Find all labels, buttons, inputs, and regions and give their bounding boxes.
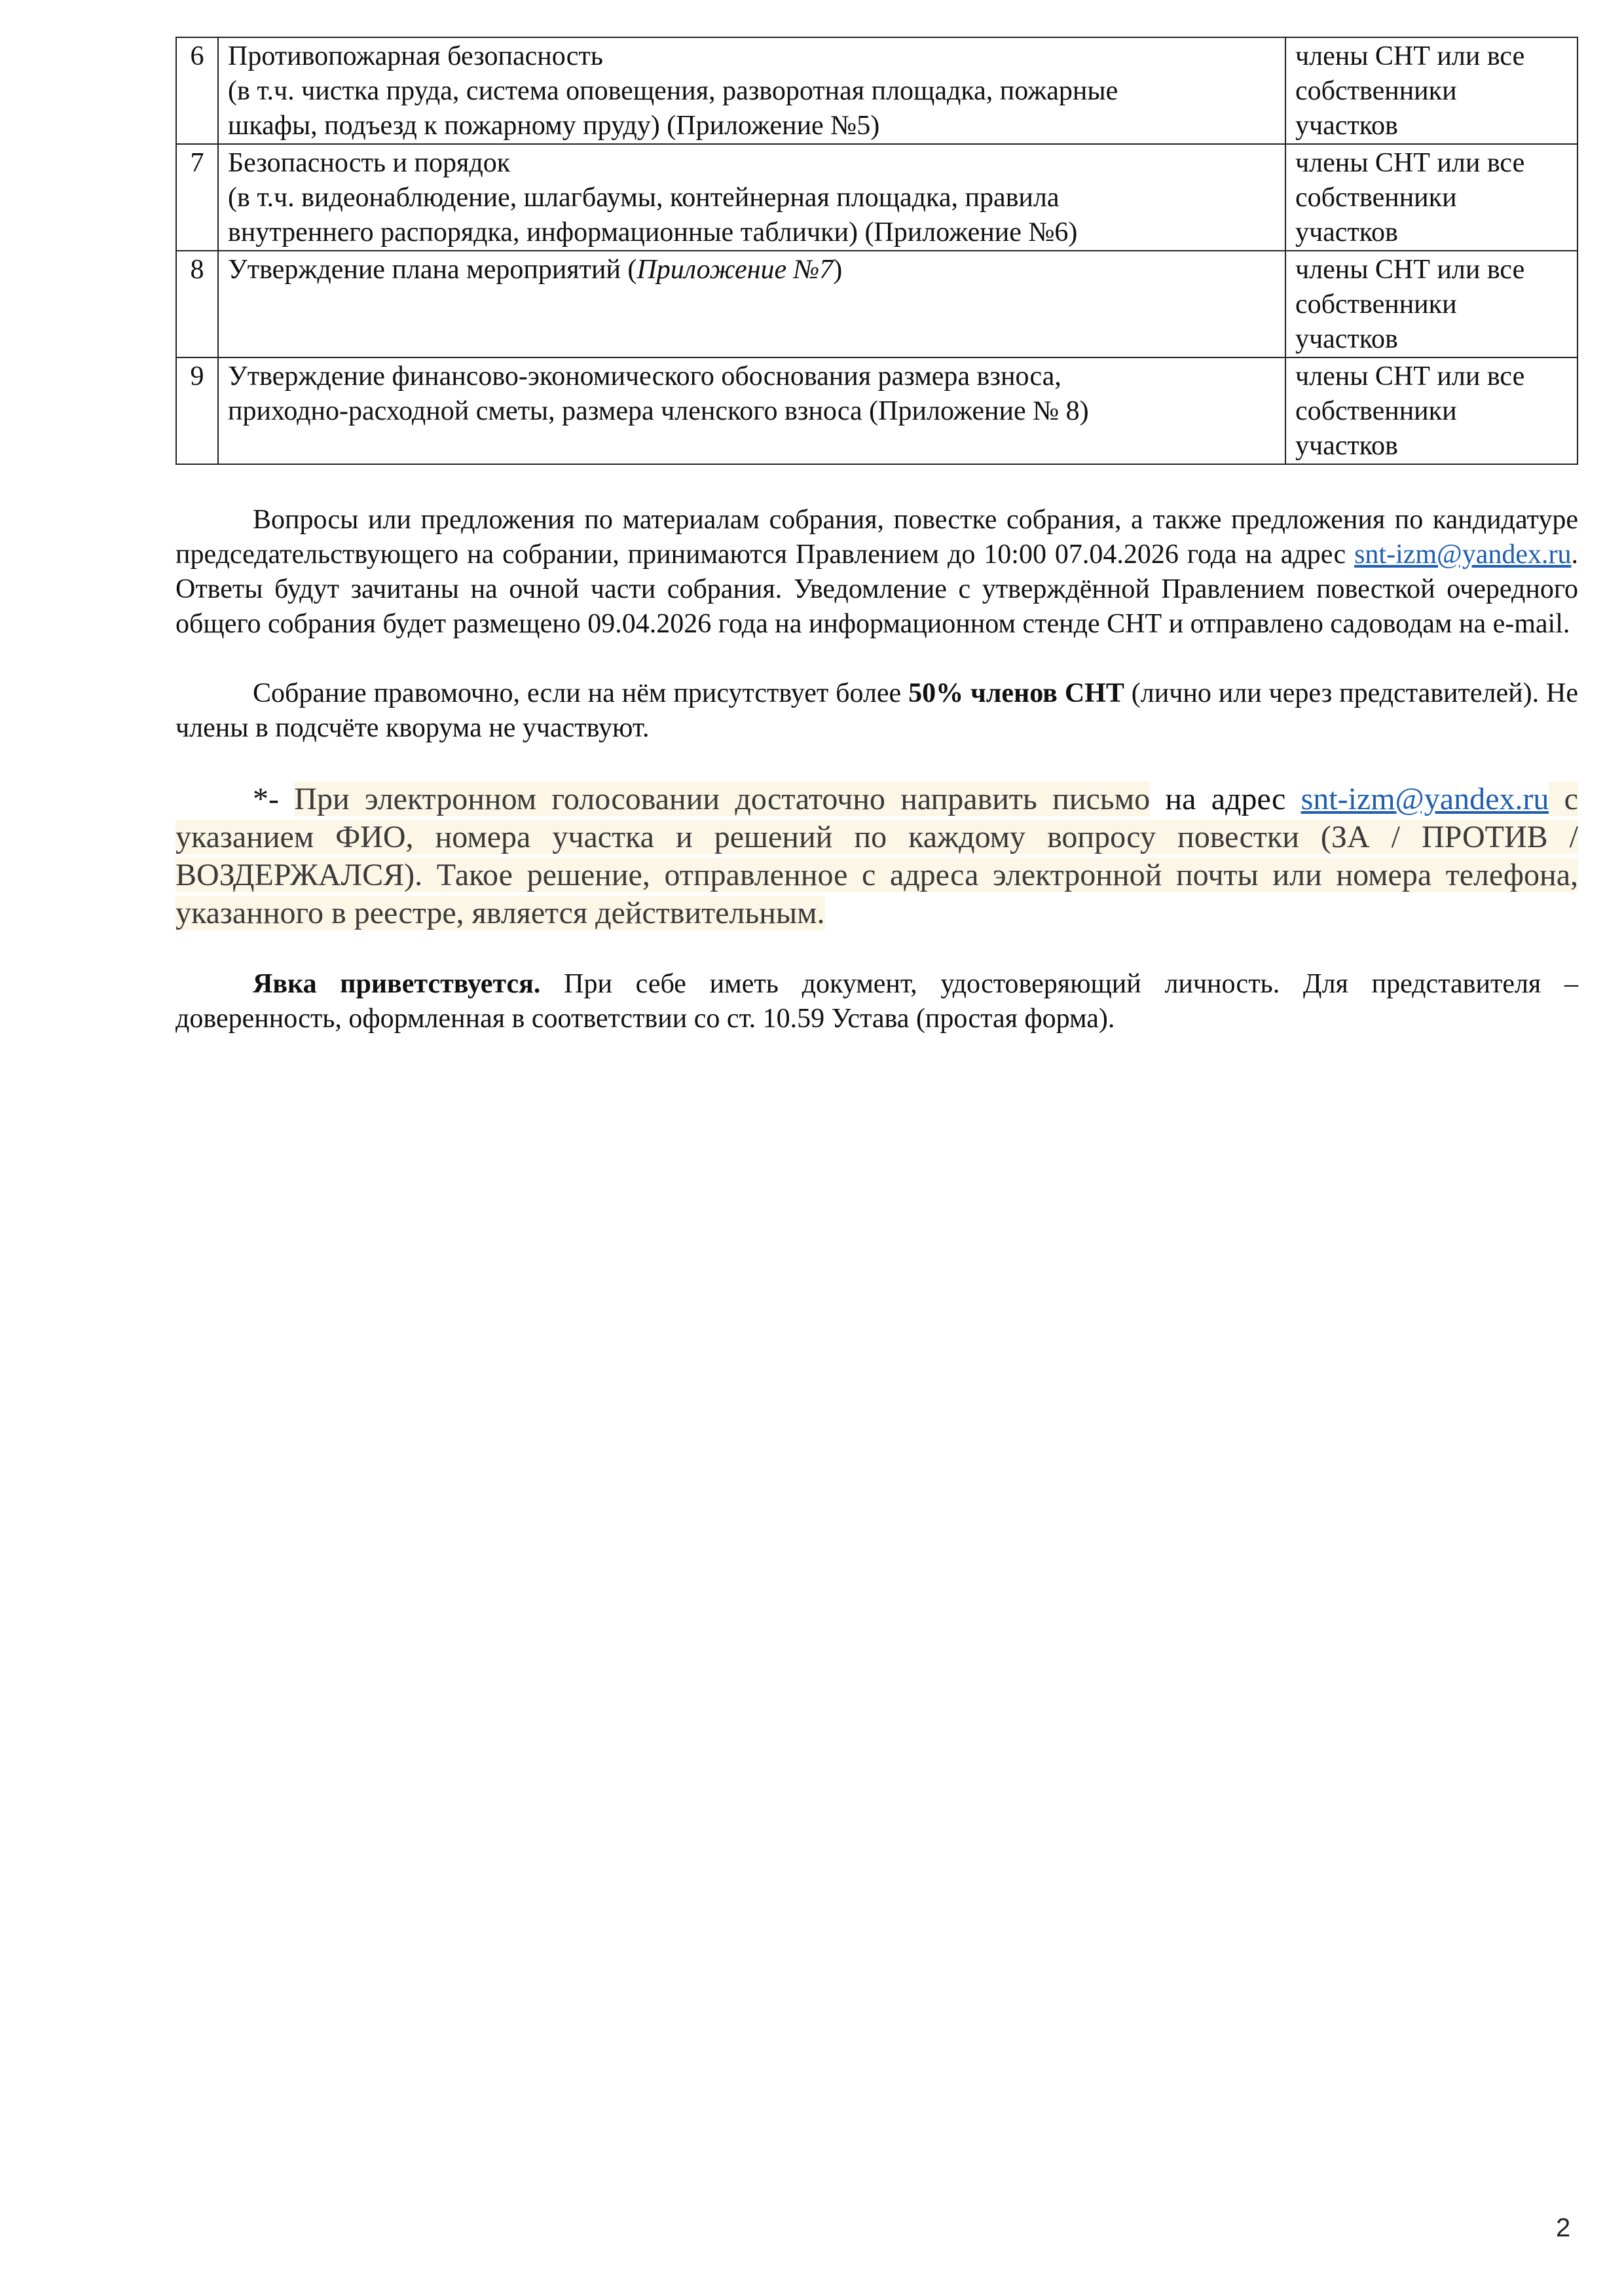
agenda-table: [175, 37, 1578, 465]
item-voters: [1285, 251, 1578, 357]
item-number: 7: [176, 144, 218, 251]
quorum-text-end: (лично или через представителей). Не члены в подсчёте кворума не участвуют.: [175, 678, 1579, 743]
email-link[interactable]: snt-izm@yandex.ru: [1301, 782, 1549, 816]
electronic-voting-address-label: на адрес: [1150, 782, 1301, 816]
item-detail-line: (в т.ч. чистка пруда, система оповещения, разворотная площадка, пожарные: [228, 76, 1118, 106]
item-description: [218, 37, 1285, 144]
voters-line: участков: [1295, 324, 1398, 354]
questions-text-end: . Ответы будут зачитаны на очной части собрания. Уведомление с утверждённой Правлением повесткой очередного общего собрания будет размещено 09.04.2026 года на информационном стенде СНТ и отправлено садоводам на e-mail.: [175, 539, 1578, 639]
quorum-text: Собрание правомочно, если на нём присутствует более: [253, 678, 909, 708]
voters-line: собственники: [1295, 76, 1457, 106]
table-row: [176, 357, 1578, 464]
item-detail-line: приходно-расходной сметы, размера членского взноса (Приложение № 8): [228, 396, 1089, 426]
voters-line: участков: [1295, 431, 1398, 461]
footnote-marker: *-: [253, 782, 295, 816]
item-description: [218, 357, 1285, 464]
voters-line: члены СНТ или все: [1295, 361, 1525, 392]
table-row: [176, 37, 1578, 144]
voters-line: члены СНТ или все: [1295, 148, 1525, 178]
voters-line: собственники: [1295, 289, 1457, 319]
item-title-appendix: Приложение №7: [637, 255, 834, 285]
item-number: 6: [176, 37, 218, 144]
voters-line: члены СНТ или все: [1295, 255, 1525, 285]
item-detail-line: (в т.ч. видеонаблюдение, шлагбаумы, контейнерная площадка, правила: [228, 183, 1060, 213]
quorum-paragraph: [175, 676, 1578, 746]
voters-line: собственники: [1295, 183, 1457, 213]
item-title-text: Утверждение плана мероприятий (: [228, 255, 637, 285]
page-number: 2: [1556, 2214, 1571, 2242]
item-title: [228, 253, 1278, 287]
voters-line: собственники: [1295, 396, 1457, 426]
questions-text: Вопросы или предложения по материалам собрания, повестке собрания, а также предложения по кандидатуре председательствующего на собрании, принимаются Правлением до 10:00 07.04.2026 года на адрес: [175, 505, 1578, 570]
voters-line: участков: [1295, 111, 1398, 141]
item-detail-line: внутреннего распорядка, информационные таблички) (Приложение №6): [228, 217, 1078, 247]
item-detail-line: шкафы, подъезд к пожарному пруду) (Приложение №5): [228, 111, 880, 141]
item-description: [218, 144, 1285, 251]
document-page: [175, 37, 1578, 1036]
item-description: [218, 251, 1285, 357]
item-title-end: ): [833, 255, 843, 285]
item-title: Безопасность и порядок: [228, 148, 511, 178]
item-voters: [1285, 144, 1578, 251]
voters-line: участков: [1295, 217, 1398, 247]
quorum-threshold: 50% членов СНТ: [908, 678, 1124, 708]
item-voters: [1285, 357, 1578, 464]
electronic-voting-details: с указанием ФИО, номера участка и решений по каждому вопросу повестки (ЗА / ПРОТИВ / ВОЗДЕРЖАЛСЯ). Такое решение, отправленное с адреса электронной почты или номера телефона, указанного в реестре, является действительным.: [175, 782, 1578, 930]
email-link[interactable]: snt-izm@yandex.ru: [1354, 539, 1572, 570]
electronic-voting-paragraph: [175, 780, 1578, 932]
table-row: [176, 144, 1578, 251]
voters-line: члены СНТ или все: [1295, 41, 1525, 71]
electronic-voting-text: При электронном голосовании достаточно направить письмо: [294, 782, 1151, 816]
questions-paragraph: [175, 503, 1578, 642]
table-row: [176, 251, 1578, 357]
item-number: 8: [176, 251, 218, 357]
attendance-heading: Явка приветствуется.: [253, 969, 541, 999]
item-number: 9: [176, 357, 218, 464]
item-title: Противопожарная безопасность: [228, 41, 603, 71]
item-voters: [1285, 37, 1578, 144]
item-title: Утверждение финансово-экономического обоснования размера взноса,: [228, 361, 1061, 392]
attendance-text: При себе иметь документ, удостоверяющий личность. Для представителя – доверенность, оформленная в соответствии со ст. 10.59 Устава (простая форма).: [175, 969, 1578, 1034]
attendance-paragraph: [175, 967, 1578, 1036]
